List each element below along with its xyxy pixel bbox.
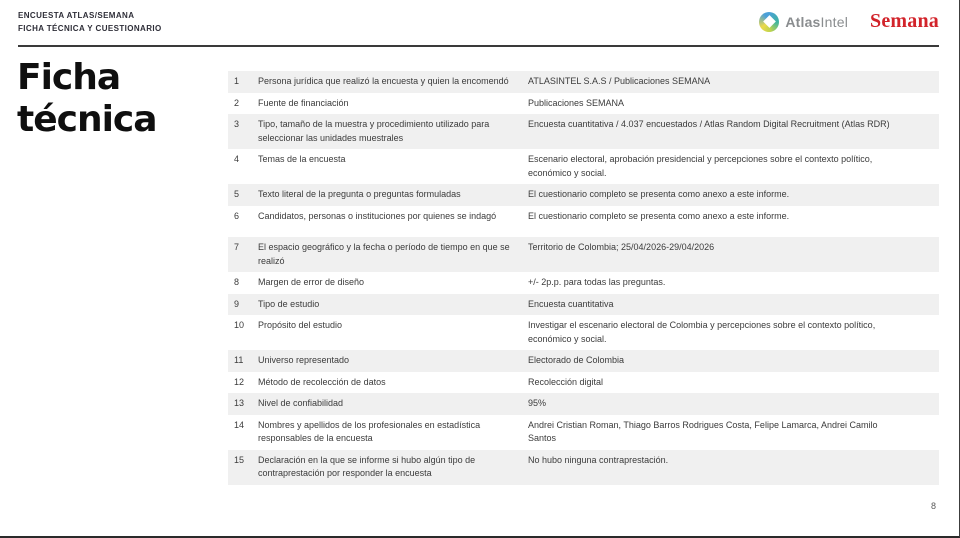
- row-value: No hubo ninguna contraprestación.: [528, 454, 669, 465]
- row-number: 13: [234, 398, 245, 408]
- row-value: Recolección digital: [528, 376, 604, 387]
- row-label: Margen de error de diseño: [258, 277, 365, 287]
- row-value: El cuestionario completo se presenta como anexo a este informe.: [528, 210, 790, 221]
- atlasintel-wordmark-atlas: Atlas: [785, 13, 821, 30]
- row-value: Escenario electoral, aprobación presidencial y percepciones sobre el contexto político, económico y social.: [528, 154, 873, 178]
- row-value: Encuesta cuantitativa: [528, 298, 614, 309]
- page-title-line-1: Ficha: [17, 57, 121, 98]
- row-value: Territorio de Colombia; 25/04/2026-29/04/2026: [528, 242, 715, 252]
- table-row: [228, 315, 939, 350]
- header-divider: [18, 45, 939, 47]
- row-number: 9: [234, 298, 240, 309]
- row-number: 14: [234, 419, 245, 430]
- table-row: [228, 415, 939, 450]
- kicker-line-2: FICHA TÉCNICA Y CUESTIONARIO: [18, 24, 162, 33]
- header-kicker: [18, 9, 162, 35]
- kicker-line-1: ENCUESTA ATLAS/SEMANA: [18, 11, 135, 20]
- row-label: Temas de la encuesta: [258, 154, 346, 164]
- row-label: Nivel de confiabilidad: [258, 398, 344, 408]
- page-title: [17, 57, 157, 141]
- table-row: [228, 294, 939, 316]
- row-value: Encuesta cuantitativa / 4.037 encuestados / Atlas Random Digital Recruitment (Atlas RDR): [528, 119, 890, 129]
- row-value: Publicaciones SEMANA: [528, 97, 625, 108]
- row-number: 7: [234, 242, 240, 252]
- row-number: 3: [234, 119, 240, 129]
- table-row: [228, 393, 939, 415]
- row-number: 1: [234, 76, 240, 86]
- row-number: 12: [234, 376, 245, 387]
- table-row: [228, 237, 939, 272]
- row-number: 15: [234, 454, 245, 465]
- table-row: [228, 272, 939, 294]
- row-label: Universo representado: [258, 355, 350, 365]
- atlasintel-globe-icon: [759, 12, 779, 32]
- row-number: 11: [234, 355, 244, 365]
- row-value: 95%: [528, 398, 547, 408]
- page-title-line-2: técnica: [17, 99, 157, 140]
- row-number: 2: [234, 97, 240, 108]
- row-number: 8: [234, 277, 240, 287]
- row-label: Texto literal de la pregunta o preguntas formuladas: [258, 189, 461, 199]
- table-row: [228, 71, 939, 93]
- row-label: Nombres y apellidos de los profesionales en estadística responsables de la encuesta: [258, 419, 481, 443]
- row-label: Propósito del estudio: [258, 320, 343, 330]
- atlasintel-wordmark-intel: Intel: [820, 13, 849, 30]
- ficha-table: [228, 71, 939, 485]
- table-row: [228, 114, 939, 149]
- row-value: ATLASINTEL S.A.S / Publicaciones SEMANA: [528, 76, 711, 86]
- row-label: Tipo de estudio: [258, 298, 320, 309]
- brand-logos: [759, 10, 939, 33]
- row-label: Declaración en la que se informe si hubo algún tipo de contraprestación por responder la encuesta: [258, 454, 476, 478]
- row-label: Fuente de financiación: [258, 97, 349, 108]
- row-number: 5: [234, 189, 240, 199]
- atlasintel-wordmark: [785, 14, 848, 30]
- row-number: 6: [234, 210, 240, 221]
- atlasintel-logo: [759, 12, 848, 32]
- row-label: Candidatos, personas o instituciones por quienes se indagó: [258, 210, 497, 221]
- semana-logo: Semana: [870, 10, 939, 32]
- row-value: Electorado de Colombia: [528, 355, 625, 365]
- row-value: +/- 2p.p. para todas las preguntas.: [528, 277, 666, 287]
- row-label: Método de recolección de datos: [258, 376, 386, 387]
- row-value: Andrei Cristian Roman, Thiago Barros Rodrigues Costa, Felipe Lamarca, Andrei Camilo Santos: [528, 419, 878, 443]
- table-row: [228, 149, 939, 184]
- table-row: [228, 206, 939, 228]
- table-row: [228, 372, 939, 394]
- table-row: [228, 93, 939, 115]
- row-value: El cuestionario completo se presenta como anexo a este informe.: [528, 189, 790, 199]
- row-label: El espacio geográfico y la fecha o período de tiempo en que se realizó: [258, 242, 510, 266]
- page-number: 8: [930, 501, 936, 511]
- table-row: [228, 184, 939, 206]
- row-number: 4: [234, 154, 240, 164]
- row-number: 10: [234, 320, 245, 330]
- row-label: Persona jurídica que realizó la encuesta y quien la encomendó: [258, 76, 509, 86]
- row-label: Tipo, tamaño de la muestra y procedimiento utilizado para seleccionar las unidades muestrales: [258, 119, 490, 143]
- table-row: [228, 350, 939, 372]
- table-row: [228, 450, 939, 485]
- row-value: Investigar el escenario electoral de Colombia y percepciones sobre el contexto político, económico y social.: [528, 320, 876, 344]
